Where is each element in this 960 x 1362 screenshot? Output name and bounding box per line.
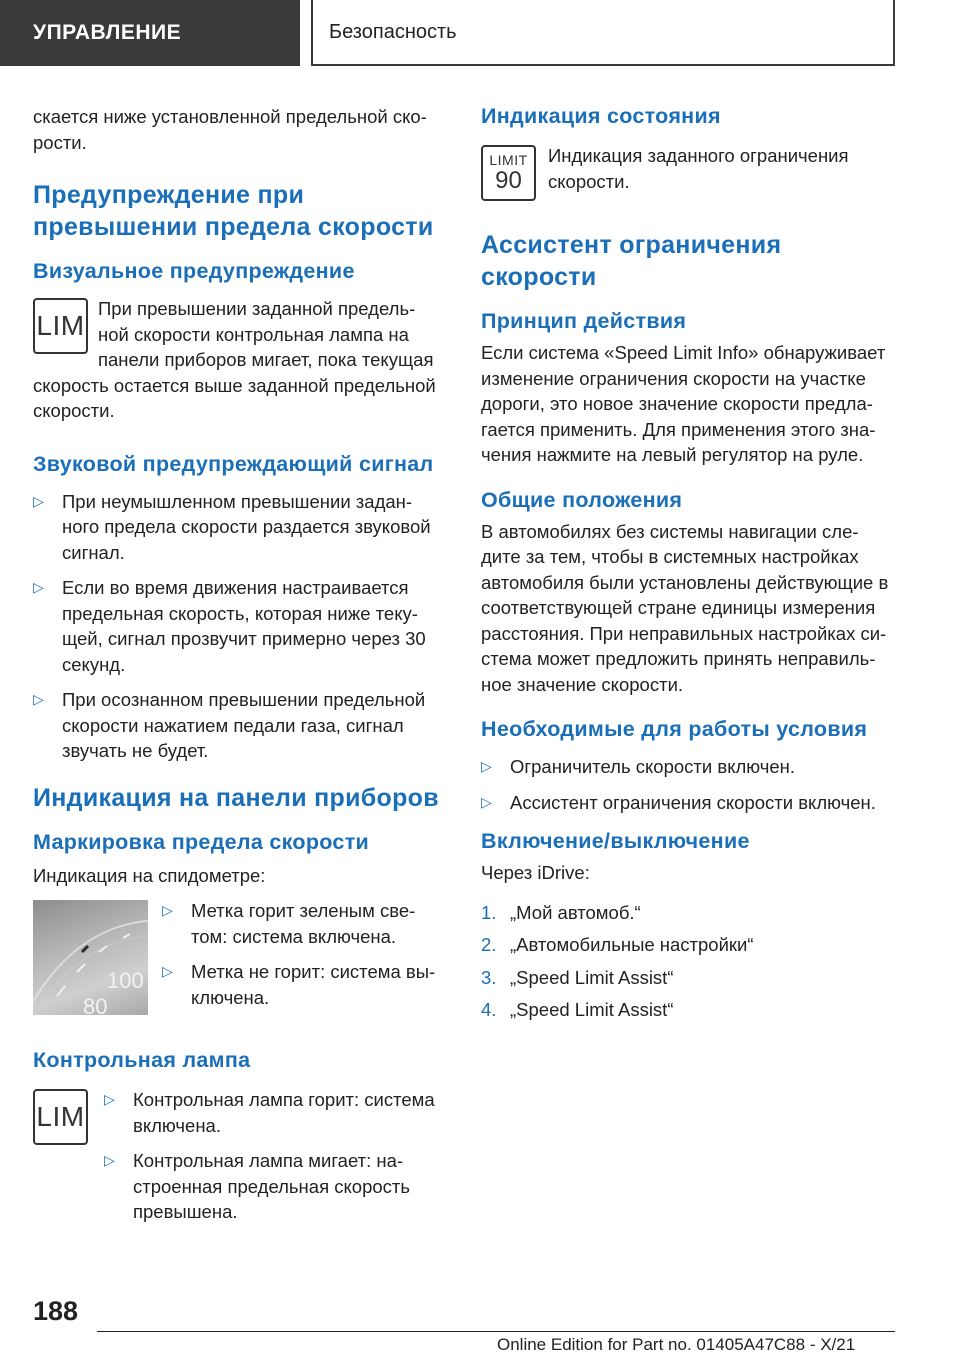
page-header: [0, 0, 960, 68]
list-item: ▷ При осознанном превышении предельной скорости нажатием педали газа, сигнал звучать не будет.: [33, 689, 426, 761]
heading-principle: Принцип действия: [481, 309, 687, 333]
intro-paragraph: скается ниже установленной предельной ско-рости.: [33, 106, 427, 153]
lim-indicator-icon: LIM: [33, 1089, 88, 1145]
section-tab: УПРАВЛЕНИЕ: [0, 0, 300, 66]
right-column: [481, 100, 896, 1030]
footer-divider: [97, 1331, 895, 1332]
triangle-bullet-icon: ▷: [481, 793, 492, 810]
marking-list: [162, 898, 446, 1020]
heading-instrument-display: Индикация на панели приборов: [33, 783, 439, 812]
heading-speed-warning: Предупреждение при превышении предела скорости: [33, 181, 434, 241]
subsection-title: Безопасность: [311, 0, 895, 66]
speedometer-image: [33, 900, 148, 1015]
heading-acoustic-warning: Звуковой предупреждающий сигнал: [33, 451, 434, 476]
lamp-list: [102, 1087, 446, 1235]
status-text: Индикация заданного ограничения скорости.: [548, 145, 849, 192]
heading-requirements: Необходимые для работы условия: [481, 717, 868, 741]
list-item: ▷ Метка горит зеленым све-том: система включена.: [162, 900, 416, 947]
heading-general: Общие положения: [481, 487, 683, 512]
step-item: 3. „Speed Limit Assist“: [481, 966, 674, 988]
principle-text: Если система «Speed Limit Info» обнаруживает изменение ограничения скорости на участке дороги, это новое значение скорости предла-гается применить. Для применения этого зна-чения нажмите на левый регулятор на руле.: [481, 342, 886, 465]
triangle-bullet-icon: ▷: [162, 963, 173, 979]
triangle-bullet-icon: ▷: [33, 492, 44, 509]
step-item: 2. „Автомобильные настройки“: [481, 934, 754, 955]
heading-speed-limit-assist: Ассистент ограничения скорости: [481, 231, 782, 291]
triangle-bullet-icon: ▷: [104, 1091, 115, 1107]
list-item: ▷ При неумышленном превышении задан-ного предела скорости раздается звуковой сигнал.: [33, 490, 431, 563]
triangle-bullet-icon: ▷: [33, 579, 44, 595]
heading-visual-warning: Визуальное предупреждение: [33, 259, 355, 283]
marking-intro: Индикация на спидометре:: [33, 864, 266, 886]
visual-warning-block: [33, 296, 446, 424]
list-item: ▷ Контрольная лампа горит: система включена.: [104, 1089, 435, 1136]
svg-text:80: 80: [83, 994, 108, 1015]
list-item: ▷ Ограничитель скорости включен.: [481, 754, 896, 780]
heading-indicator-lamp: Контрольная лампа: [33, 1048, 251, 1072]
triangle-bullet-icon: ▷: [33, 691, 44, 707]
edition-note: Online Edition for Part no. 01405A47C88 - X/21: [497, 1335, 856, 1354]
onoff-intro: Через iDrive:: [481, 862, 590, 883]
svg-text:100: 100: [107, 968, 144, 993]
indicator-lamp-block: [33, 1087, 446, 1235]
idrive-steps: [481, 900, 896, 1023]
list-item: ▷ Контрольная лампа мигает: на-строенная предельная скорость превышена.: [104, 1150, 411, 1222]
acoustic-warning-list: [33, 489, 446, 764]
heading-status-display: Индикация состояния: [481, 104, 721, 128]
heading-speed-marking: Маркировка предела скорости: [33, 829, 370, 854]
step-item: 1. „Мой автомоб.“: [481, 901, 641, 923]
speedometer-block: [33, 898, 446, 1020]
left-column: [33, 100, 446, 1235]
visual-warning-text: При превышении заданной предель-ной скорости контрольная лампа на панели приборов мигает, пока текущая скорость остается выше заданной предельной скорости.: [33, 298, 436, 421]
general-text: В автомобилях без системы навигации сле-дите за тем, чтобы в системных настройках автомобиля были установлены действующие в соответствующей стране единицы измерения расстояния. При неправильных настройках си-стема может предложить принять неправиль-ное значение скорости.: [481, 520, 889, 695]
step-item: 4. „Speed Limit Assist“: [481, 999, 674, 1020]
triangle-bullet-icon: ▷: [481, 758, 492, 774]
heading-on-off: Включение/выключение: [481, 829, 750, 853]
speedometer-dial-icon: [33, 900, 148, 1015]
lim-indicator-icon: LIM: [33, 298, 88, 354]
page-number: 188: [33, 1296, 79, 1326]
triangle-bullet-icon: ▷: [104, 1152, 115, 1168]
list-item: ▷ Метка не горит: система вы-ключена.: [162, 961, 436, 1008]
status-block: [481, 143, 896, 201]
list-item: ▷ Если во время движения настраивается предельная скорость, которая ниже теку-щей, сигнал прозвучит примерно через 30 секунд.: [33, 577, 426, 675]
requirements-list: [481, 754, 896, 815]
list-item: ▷ Ассистент ограничения скорости включен.: [481, 790, 896, 816]
limit-indicator-icon: LIMIT 90: [481, 145, 536, 201]
triangle-bullet-icon: ▷: [162, 902, 173, 918]
